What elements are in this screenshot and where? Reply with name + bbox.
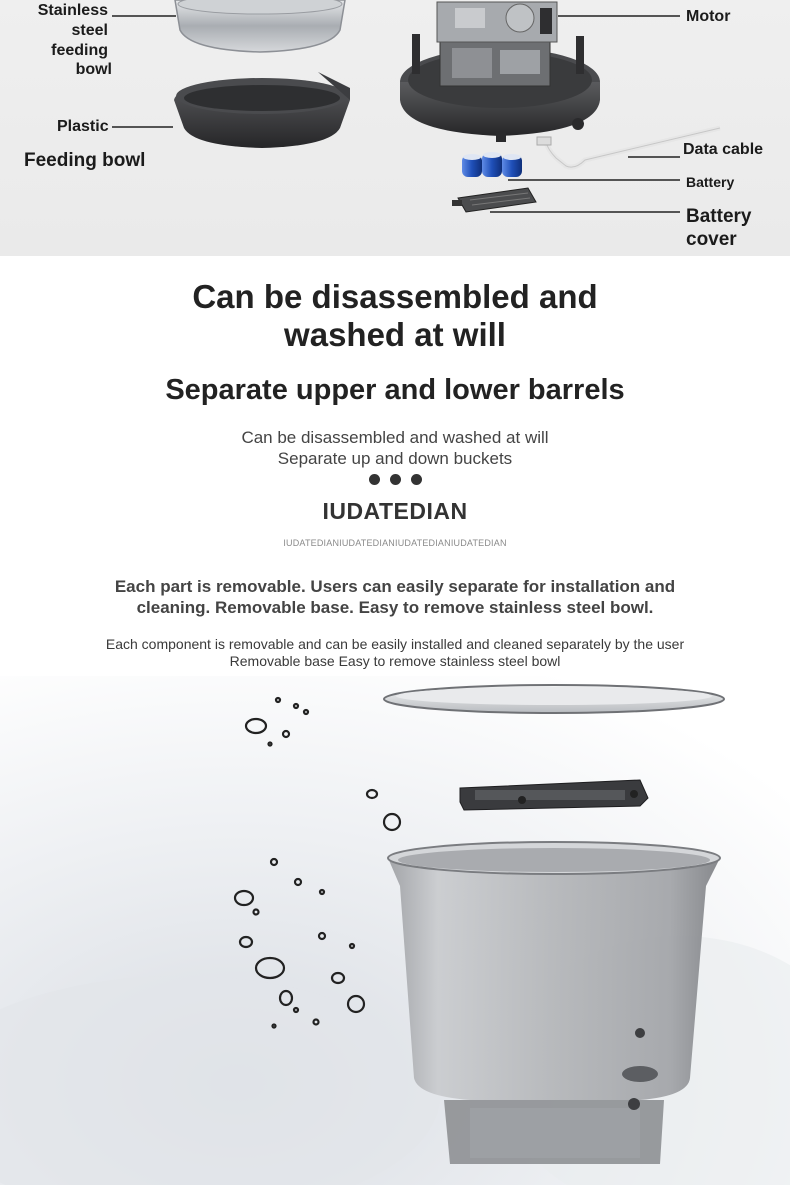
description-bold xyxy=(0,576,790,618)
description-bold-line-2: cleaning. Removable base. Easy to remove stainless steel bowl. xyxy=(136,598,654,617)
exploded-diagram-panel xyxy=(0,0,790,256)
label-stainless-bowl-line-2: steel xyxy=(71,22,108,39)
stainless-bowl-shape xyxy=(175,0,345,52)
brand-repeat: IUDATEDIANIUDATEDIANIUDATEDIANIUDATEDIAN xyxy=(283,538,507,548)
caption xyxy=(0,427,790,469)
label-feeding-bowl: Feeding bowl xyxy=(24,150,146,171)
separator-dots xyxy=(0,472,790,490)
label-data-cable: Data cable xyxy=(683,141,764,158)
label-motor: Motor xyxy=(686,8,731,25)
battery-shape xyxy=(462,152,522,177)
label-battery-cover xyxy=(686,205,751,251)
label-stainless-bowl xyxy=(10,1,108,61)
exploded-diagram-graphic xyxy=(0,0,790,256)
label-battery: Battery xyxy=(686,174,735,190)
dot xyxy=(369,474,380,485)
headline xyxy=(0,278,790,354)
brand-name: IUDATEDIAN xyxy=(322,498,468,524)
description-small-line-1: Each component is removable and can be easily installed and cleaned separately by the user xyxy=(105,636,685,652)
product-scene xyxy=(0,676,790,1185)
description-bold-line-1: Each part is removable. Users can easily separate for installation and xyxy=(114,577,676,596)
motor-base-shape xyxy=(400,2,600,142)
label-battery-cover-line-1: Battery xyxy=(686,206,752,227)
lid-shape xyxy=(384,685,724,713)
plastic-bowl-shape xyxy=(174,72,350,148)
label-stainless-bowl-last xyxy=(10,60,112,80)
subhead: Separate upper and lower barrels xyxy=(165,374,625,406)
label-stainless-bowl-line-3: feeding xyxy=(51,42,108,59)
label-stainless-bowl-line-4: bowl xyxy=(75,61,112,78)
dot xyxy=(411,474,422,485)
dot xyxy=(390,474,401,485)
caption-line-1: Can be disassembled and washed at will xyxy=(241,428,549,447)
label-plastic: Plastic xyxy=(57,118,109,135)
description-small xyxy=(0,636,790,670)
battery-cover-shape xyxy=(452,188,536,212)
description-small-line-2: Removable base Easy to remove stainless steel bowl xyxy=(229,653,561,669)
caption-line-2: Separate up and down buckets xyxy=(277,449,513,468)
headline-line-1: Can be disassembled and xyxy=(192,278,598,315)
label-battery-cover-line-2: cover xyxy=(686,229,737,250)
product-scene-graphic xyxy=(0,676,790,1185)
headline-line-2: washed at will xyxy=(284,316,506,353)
label-stainless-bowl-line-1: Stainless xyxy=(37,2,108,19)
